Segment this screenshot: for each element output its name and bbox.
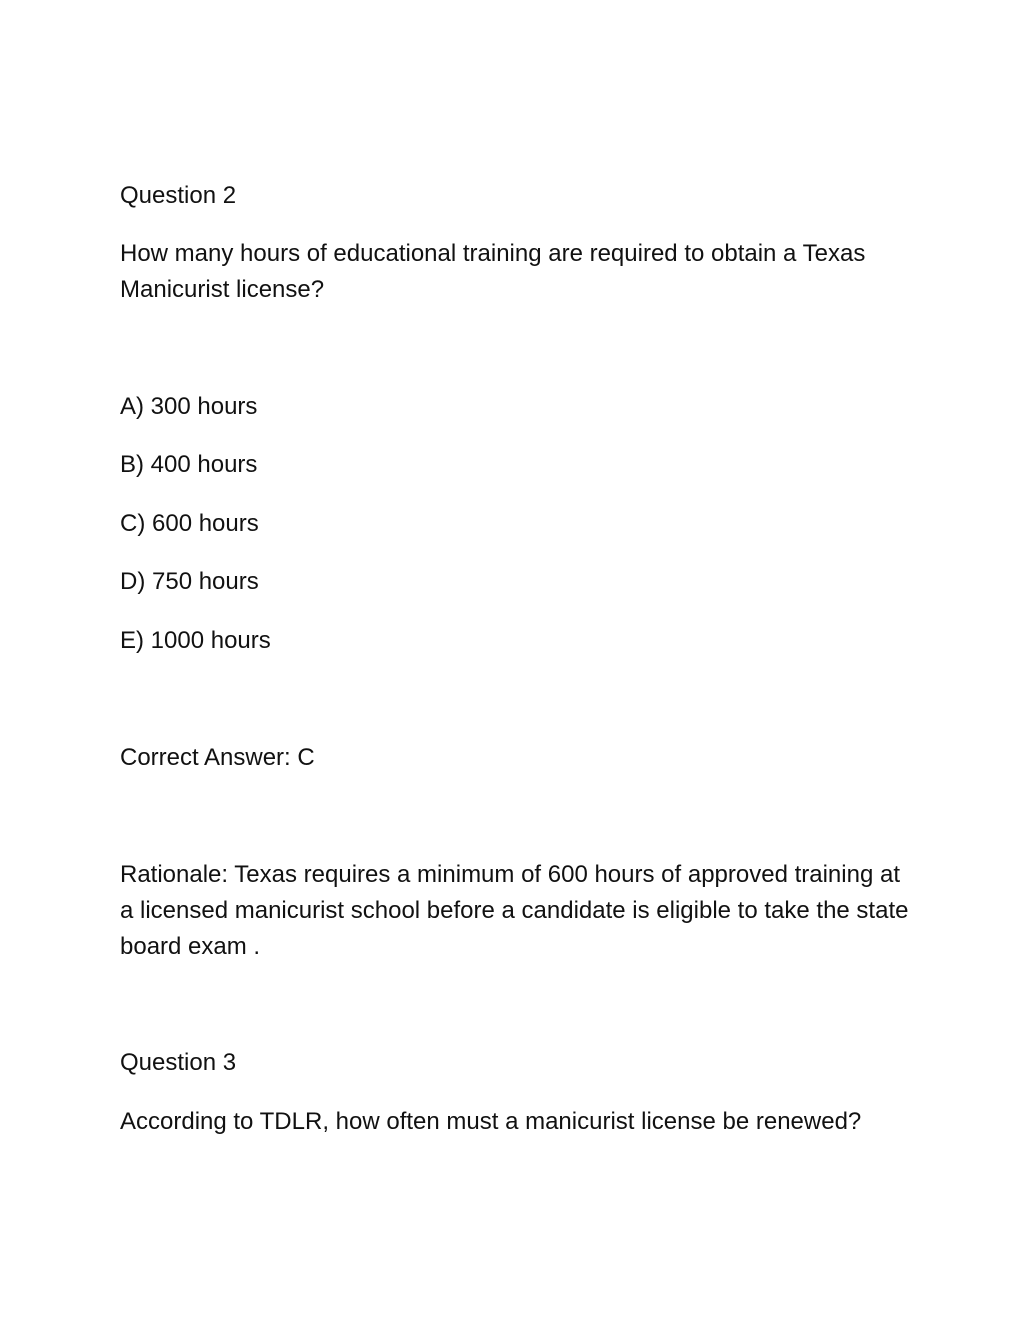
question-2-heading: Question 2 — [120, 182, 237, 209]
rationale: Rationale: Texas requires a minimum of 600 hours of approved training at a licensed manicurist school before a candidate is eligible to take the state board exam . — [120, 861, 909, 960]
question-3-heading: Question 3 — [120, 1049, 237, 1076]
option-d: D) 750 hours — [120, 568, 259, 595]
option-b: B) 400 hours — [120, 451, 258, 478]
correct-answer: Correct Answer: C — [120, 744, 315, 771]
question-3-text: According to TDLR, how often must a manicurist license be renewed? — [120, 1108, 862, 1135]
option-e: E) 1000 hours — [120, 627, 271, 654]
option-a: A) 300 hours — [120, 393, 258, 420]
option-c: C) 600 hours — [120, 510, 259, 537]
question-2-text: How many hours of educational training are required to obtain a Texas Manicurist license? — [120, 240, 866, 303]
